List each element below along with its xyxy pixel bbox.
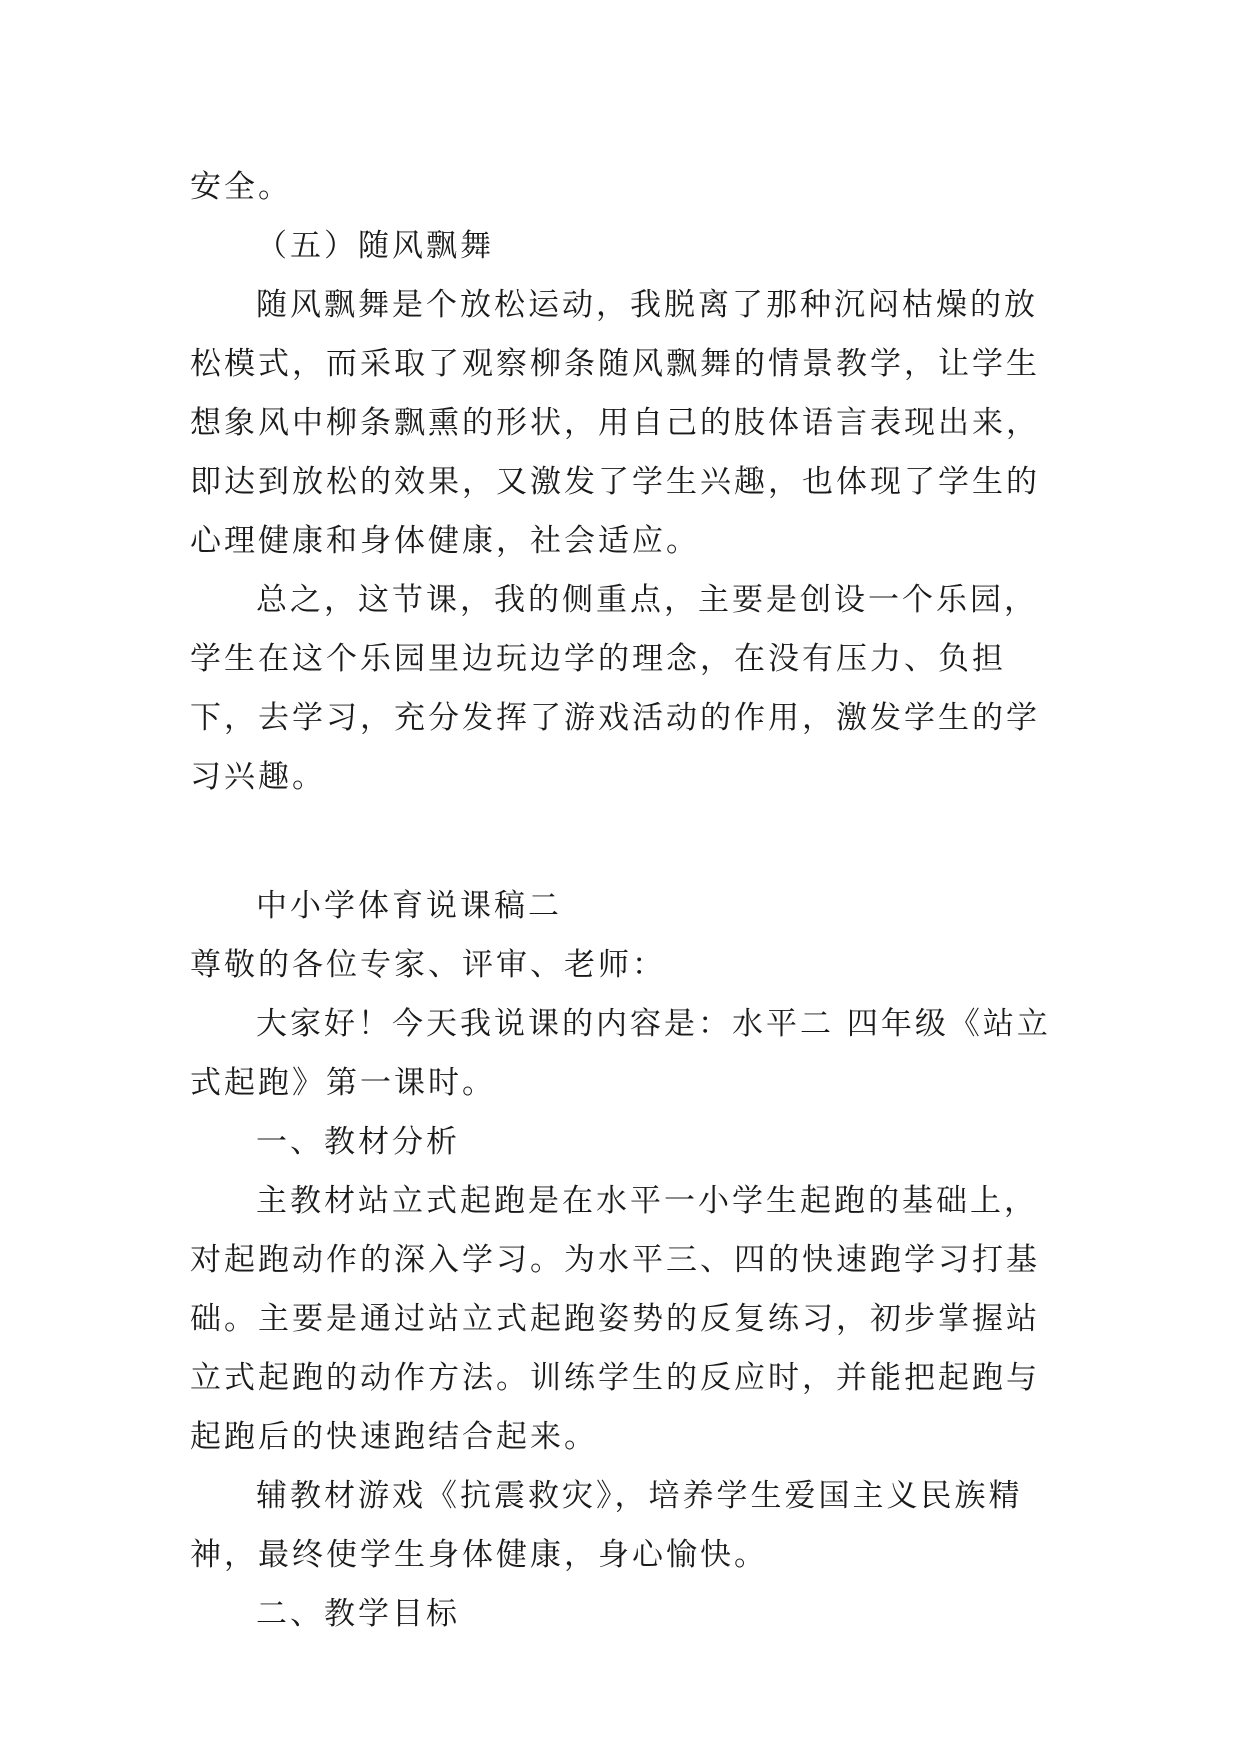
paragraph-aux-material: 辅教材游戏《抗震救灾》，培养学生爱国主义民族精神，最终使学生身体健康，身心愉快。: [190, 1478, 1023, 1573]
section-gap: [190, 807, 1062, 877]
paragraph-intro: 大家好！今天我说课的内容是：水平二 四年级《站立式起跑》第一课时。: [190, 1006, 1051, 1101]
paragraph-continuation: 安全。: [190, 169, 292, 205]
subheading-wu: （五）随风飘舞: [256, 228, 494, 264]
heading-analysis: 一、教材分析: [256, 1124, 460, 1160]
paragraph-zongzhi: 总之，这节课，我的侧重点，主要是创设一个乐园，学生在这个乐园里边玩边学的理念，在没有压力、负担下，去学习，充分发挥了游戏活动的作用，激发学生的学习兴趣。: [190, 582, 1040, 795]
section-title: 中小学体育说课稿二: [256, 888, 562, 924]
paragraph-main-material: 主教材站立式起跑是在水平一小学生起跑的基础上，对起跑动作的深入学习。为水平三、四的快速跑学习打基础。主要是通过站立式起跑姿势的反复练习，初步掌握站立式起跑的动作方法。训练学生的反应时，并能把起跑与起跑后的快速跑结合起来。: [190, 1183, 1040, 1455]
paragraph-suifeng: 随风飘舞是个放松运动，我脱离了那种沉闷枯燥的放松模式，而采取了观察柳条随风飘舞的情景教学，让学生想象风中柳条飘熏的形状，用自己的肢体语言表现出来，即达到放松的效果，又激发了学生兴趣，也体现了学生的心理健康和身体健康，社会适应。: [190, 287, 1040, 559]
greeting: 尊敬的各位专家、评审、老师：: [190, 947, 666, 983]
heading-objectives: 二、教学目标: [256, 1596, 460, 1632]
text-column: [190, 158, 1062, 1644]
